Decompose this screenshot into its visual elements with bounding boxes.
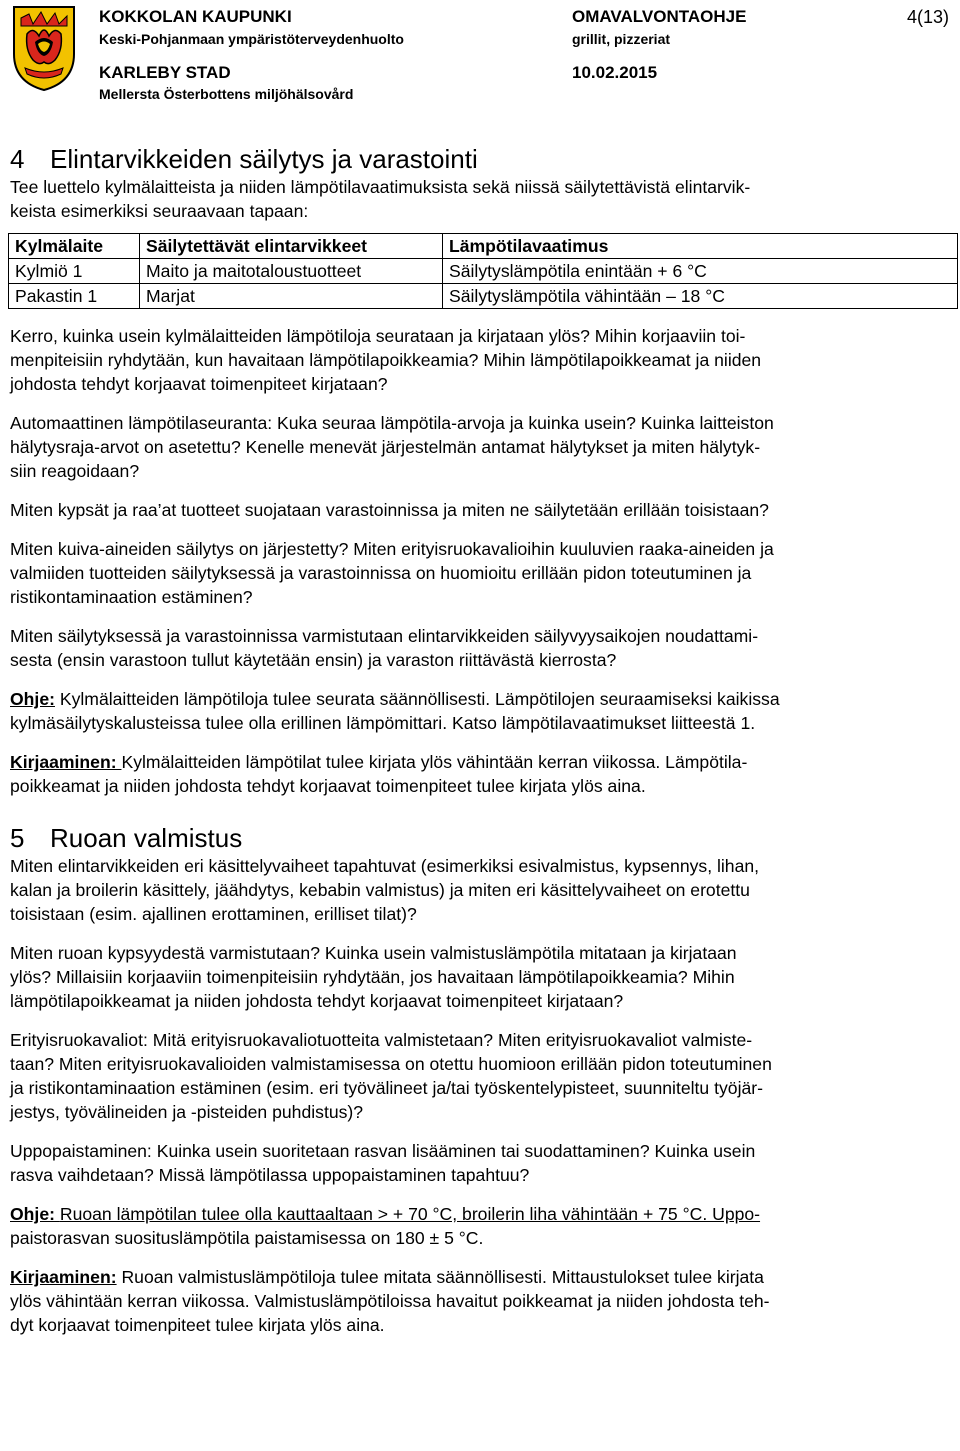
section-5-heading xyxy=(10,822,950,854)
record-label: Kirjaaminen: xyxy=(10,752,122,772)
table-header-cell: Säilytettävät elintarvikkeet xyxy=(140,234,443,259)
section-4-number: 4 xyxy=(10,144,25,174)
record-label: Kirjaaminen: xyxy=(10,1267,117,1287)
header-city-sv: KARLEBY STAD xyxy=(99,63,231,82)
paragraph: Miten kuiva-aineiden säilytys on järjestetty? Miten erityisruokavalioihin kuuluvien raaka-aineiden ja valmiiden tuotteiden säilytyksessä ja varastoinnissa on huomioitu erillään pidon toteutuminen ja ristikontaminaation estäminen? xyxy=(10,539,774,607)
document-body xyxy=(10,143,950,1337)
table-cell: Säilytyslämpötila vähintään – 18 °C xyxy=(443,284,958,309)
header-department-sv: Mellersta Österbottens miljöhälsovård xyxy=(99,86,354,102)
paragraph: Automaattinen lämpötilaseuranta: Kuka seuraa lämpötila-arvoja ja kuinka usein? Kuinka laitteiston hälytysraja-arvot on asetettu? Kenelle menevät järjestelmän antamat hälytykset ja miten hälytyk- siin reagoidaan? xyxy=(10,413,774,481)
paragraph: Uppopaistaminen: Kuinka usein suoritetaan rasvan lisääminen tai suodattaminen? Kuinka usein rasva vaihdetaan? Missä lämpötilassa uppopaistaminen tapahtuu? xyxy=(10,1141,756,1185)
section-4-title: Elintarvikkeiden säilytys ja varastointi xyxy=(50,144,478,174)
header-department-fi: Keski-Pohjanmaan ympäristöterveydenhuolto xyxy=(99,31,404,47)
header-document-title: OMAVALVONTAOHJE xyxy=(572,7,747,26)
table-row xyxy=(9,259,958,284)
guide-label: Ohje: xyxy=(10,689,55,709)
paragraph: Miten säilytyksessä ja varastoinnissa varmistutaan elintarvikkeiden säilyvyysaikojen noudattami- sesta (ensin varastoon tullut käytetään ensin) ja varaston riittävästä kierrosta? xyxy=(10,626,759,670)
cold-storage-table xyxy=(8,233,958,309)
paragraph: Kerro, kuinka usein kylmälaitteiden lämpötiloja seurataan ja kirjataan ylös? Mihin korjaaviin toi- menpiteisiin ryhdytään, kun havaitaan lämpötilapoikkeamia? Mihin lämpötilapoikkeamat ja niiden johdosta tehdyt korjaavat toimenpiteet kirjataan? xyxy=(10,326,762,394)
table-row xyxy=(9,284,958,309)
table-header-cell: Kylmälaite xyxy=(9,234,140,259)
table-header-cell: Lämpötilavaatimus xyxy=(443,234,958,259)
table-cell: Pakastin 1 xyxy=(9,284,140,309)
section-4-heading xyxy=(10,143,950,175)
section-5-title: Ruoan valmistus xyxy=(50,823,243,853)
paragraph: Miten elintarvikkeiden eri käsittelyvaiheet tapahtuvat (esimerkiksi esivalmistus, kypsennys, lihan, kalan ja broilerin käsittely, jäähdytys, kebabin valmistus) ja miten eri käsittelyvaiheet on erotettu toisistaan (esim. ajallinen erottaminen, erilliset tilat)? xyxy=(10,856,760,924)
table-cell: Kylmiö 1 xyxy=(9,259,140,284)
kokkola-coat-of-arms-icon xyxy=(11,4,77,92)
header-document-subtitle: grillit, pizzeriat xyxy=(572,31,671,47)
paragraph: Miten kypsät ja raa’at tuotteet suojataan varastoinnissa ja miten ne säilytetään erillään toisistaan? xyxy=(10,500,769,520)
header-city-fi: KOKKOLAN KAUPUNKI xyxy=(99,7,292,26)
guide-paragraph: Ohje: Kylmälaitteiden lämpötiloja tulee seurata säännöllisesti. Lämpötilojen seuraamiseksi kaikissa kylmäsäilytyskalusteissa tulee olla erillinen lämpömittari. Katso lämpötilavaatimukset liitteestä 1. xyxy=(10,689,780,733)
guide-label: Ohje: xyxy=(10,1204,60,1224)
record-paragraph: Kirjaaminen: Kylmälaitteiden lämpötilat tulee kirjata ylös vähintään kerran viikossa. Lämpötila- poikkeamat ja niiden johdosta tehdyt korjaavat toimenpiteet tulee kirjata ylös aina. xyxy=(10,752,748,796)
paragraph: Miten ruoan kypsyydestä varmistutaan? Kuinka usein valmistuslämpötila mitataan ja kirjataan ylös? Millaisiin korjaaviin toimenpiteisiin ryhdytään, jos havaitaan lämpötilapoikkeamia? Mihin lämpötilapoikkeamat ja niiden johdosta tehdyt korjaavat toimenpiteet kirjataan? xyxy=(10,943,737,1011)
table-header-row xyxy=(9,234,958,259)
section-5-number: 5 xyxy=(10,823,25,853)
header-date: 10.02.2015 xyxy=(572,63,658,82)
record-paragraph: Kirjaaminen: Ruoan valmistuslämpötiloja tulee mitata säännöllisesti. Mittaustulokset tulee kirjata ylös vähintään kerran viikossa. Valmistuslämpötiloissa havaitut poikkeamat ja niiden johdosta teh- dyt korjaavat toimenpiteet tulee kirjata ylös aina. xyxy=(10,1267,770,1335)
table-cell: Marjat xyxy=(140,284,443,309)
table-cell: Säilytyslämpötila enintään + 6 °C xyxy=(443,259,958,284)
guide-paragraph: Ohje: Ruoan lämpötilan tulee olla kauttaaltaan > + 70 °C, broilerin liha vähintään + 75 °C. Uppo- paistorasvan suosituslämpötila paistamisessa on 180 ± 5 °C. xyxy=(10,1204,761,1248)
section-4-intro: Tee luettelo kylmälaitteista ja niiden lämpötilavaatimuksista sekä niissä säilytettävistä elintarvik- keista esimerkiksi seuraavaan tapaan: xyxy=(10,177,751,221)
page-number: 4(13) xyxy=(906,7,949,27)
paragraph: Erityisruokavaliot: Mitä erityisruokavaliotuotteita valmistetaan? Miten erityisruokavaliot valmiste- taan? Miten erityisruokavalioiden valmistamisessa on otettu huomioon erillään pidon toteutuminen ja ristikontaminaation estäminen (esim. eri työvälineet ja/tai työskentelypisteet, suunniteltu työjär- jestys, työvälineiden ja -pisteiden puhdistus)? xyxy=(10,1030,772,1122)
table-cell: Maito ja maitotaloustuotteet xyxy=(140,259,443,284)
